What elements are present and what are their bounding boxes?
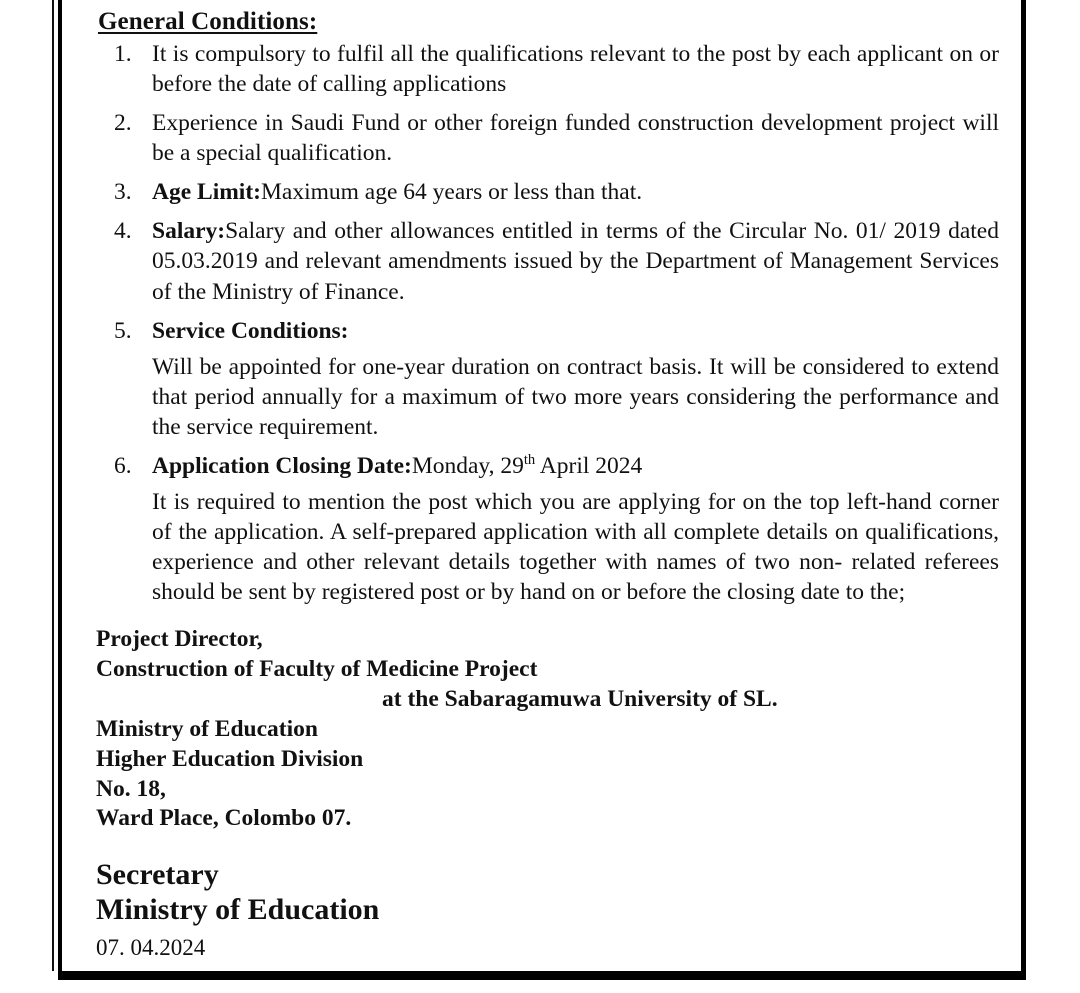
list-item-lead: Salary:	[152, 218, 226, 245]
list-item-text: Experience in Saudi Fund or other foreign funded construction development project will be a special qualification.	[152, 110, 999, 167]
general-conditions-list	[90, 39, 999, 607]
list-item	[90, 108, 999, 168]
signatory-title: Secretary	[96, 858, 219, 892]
document-page-frame	[58, 0, 1026, 980]
list-item-number: 6.	[114, 452, 132, 479]
recipient-address-block	[96, 625, 999, 834]
list-item-lead: Application Closing Date:	[152, 452, 412, 479]
list-item-lead: Age Limit:	[152, 179, 261, 206]
list-item-paragraph: It is required to mention the post which you are applying for on the top left-hand corner of the application. A self-prepared application with all complete details on qualifications, experience and other relevant details together with names of two non- related referees should be sent by registered post or by hand on or before the closing date to the;	[152, 489, 999, 606]
list-item-text: Salary and other allowances entitled in terms of the Circular No. 01/ 2019 dated 05.03.2019 and relevant amendments issued by the Department of Management Services of the Ministry of Finance.	[152, 218, 999, 305]
list-item-paragraph: Will be appointed for one-year duration on contract basis. It will be considered to extend that period annually for a maximum of two more years considering the performance and the service requirement.	[152, 353, 999, 440]
list-item-number: 4.	[114, 218, 132, 245]
page-title: General Conditions:	[98, 8, 318, 35]
address-line-university: at the Sabaragamuwa University of SL.	[382, 686, 778, 713]
document-body	[62, 0, 1021, 971]
address-line-division: Higher Education Division	[96, 745, 364, 772]
list-item-number: 3.	[114, 179, 132, 206]
list-item-text: It is compulsory to fulfil all the qualifications relevant to the post by each applicant on or before the date of calling applications	[152, 41, 999, 98]
list-item-text: Maximum age 64 years or less than that.	[261, 179, 643, 206]
list-item	[90, 451, 999, 607]
signature-date: 07. 04.2024	[96, 934, 206, 960]
address-line-number: No. 18,	[96, 775, 166, 802]
list-item-number: 1.	[114, 41, 132, 67]
ordinal-suffix: th	[523, 452, 536, 469]
address-line-street: Ward Place, Colombo 07.	[96, 805, 352, 832]
list-item-date-suffix: April 2024	[535, 452, 643, 479]
list-item	[90, 216, 999, 306]
address-line-ministry: Ministry of Education	[96, 715, 318, 742]
signatory-organisation: Ministry of Education	[96, 893, 380, 927]
list-item-lead: Service Conditions:	[152, 317, 349, 344]
signature-block	[96, 858, 999, 961]
list-item	[90, 177, 999, 207]
list-item	[90, 316, 999, 442]
list-item-number: 5.	[114, 317, 132, 344]
address-line-project-director: Project Director,	[96, 626, 263, 653]
list-item-number: 2.	[114, 110, 132, 137]
list-item-date-text: Monday, 29	[411, 452, 524, 479]
list-item	[90, 39, 999, 99]
address-line-project-name: Construction of Faculty of Medicine Project	[96, 656, 538, 683]
